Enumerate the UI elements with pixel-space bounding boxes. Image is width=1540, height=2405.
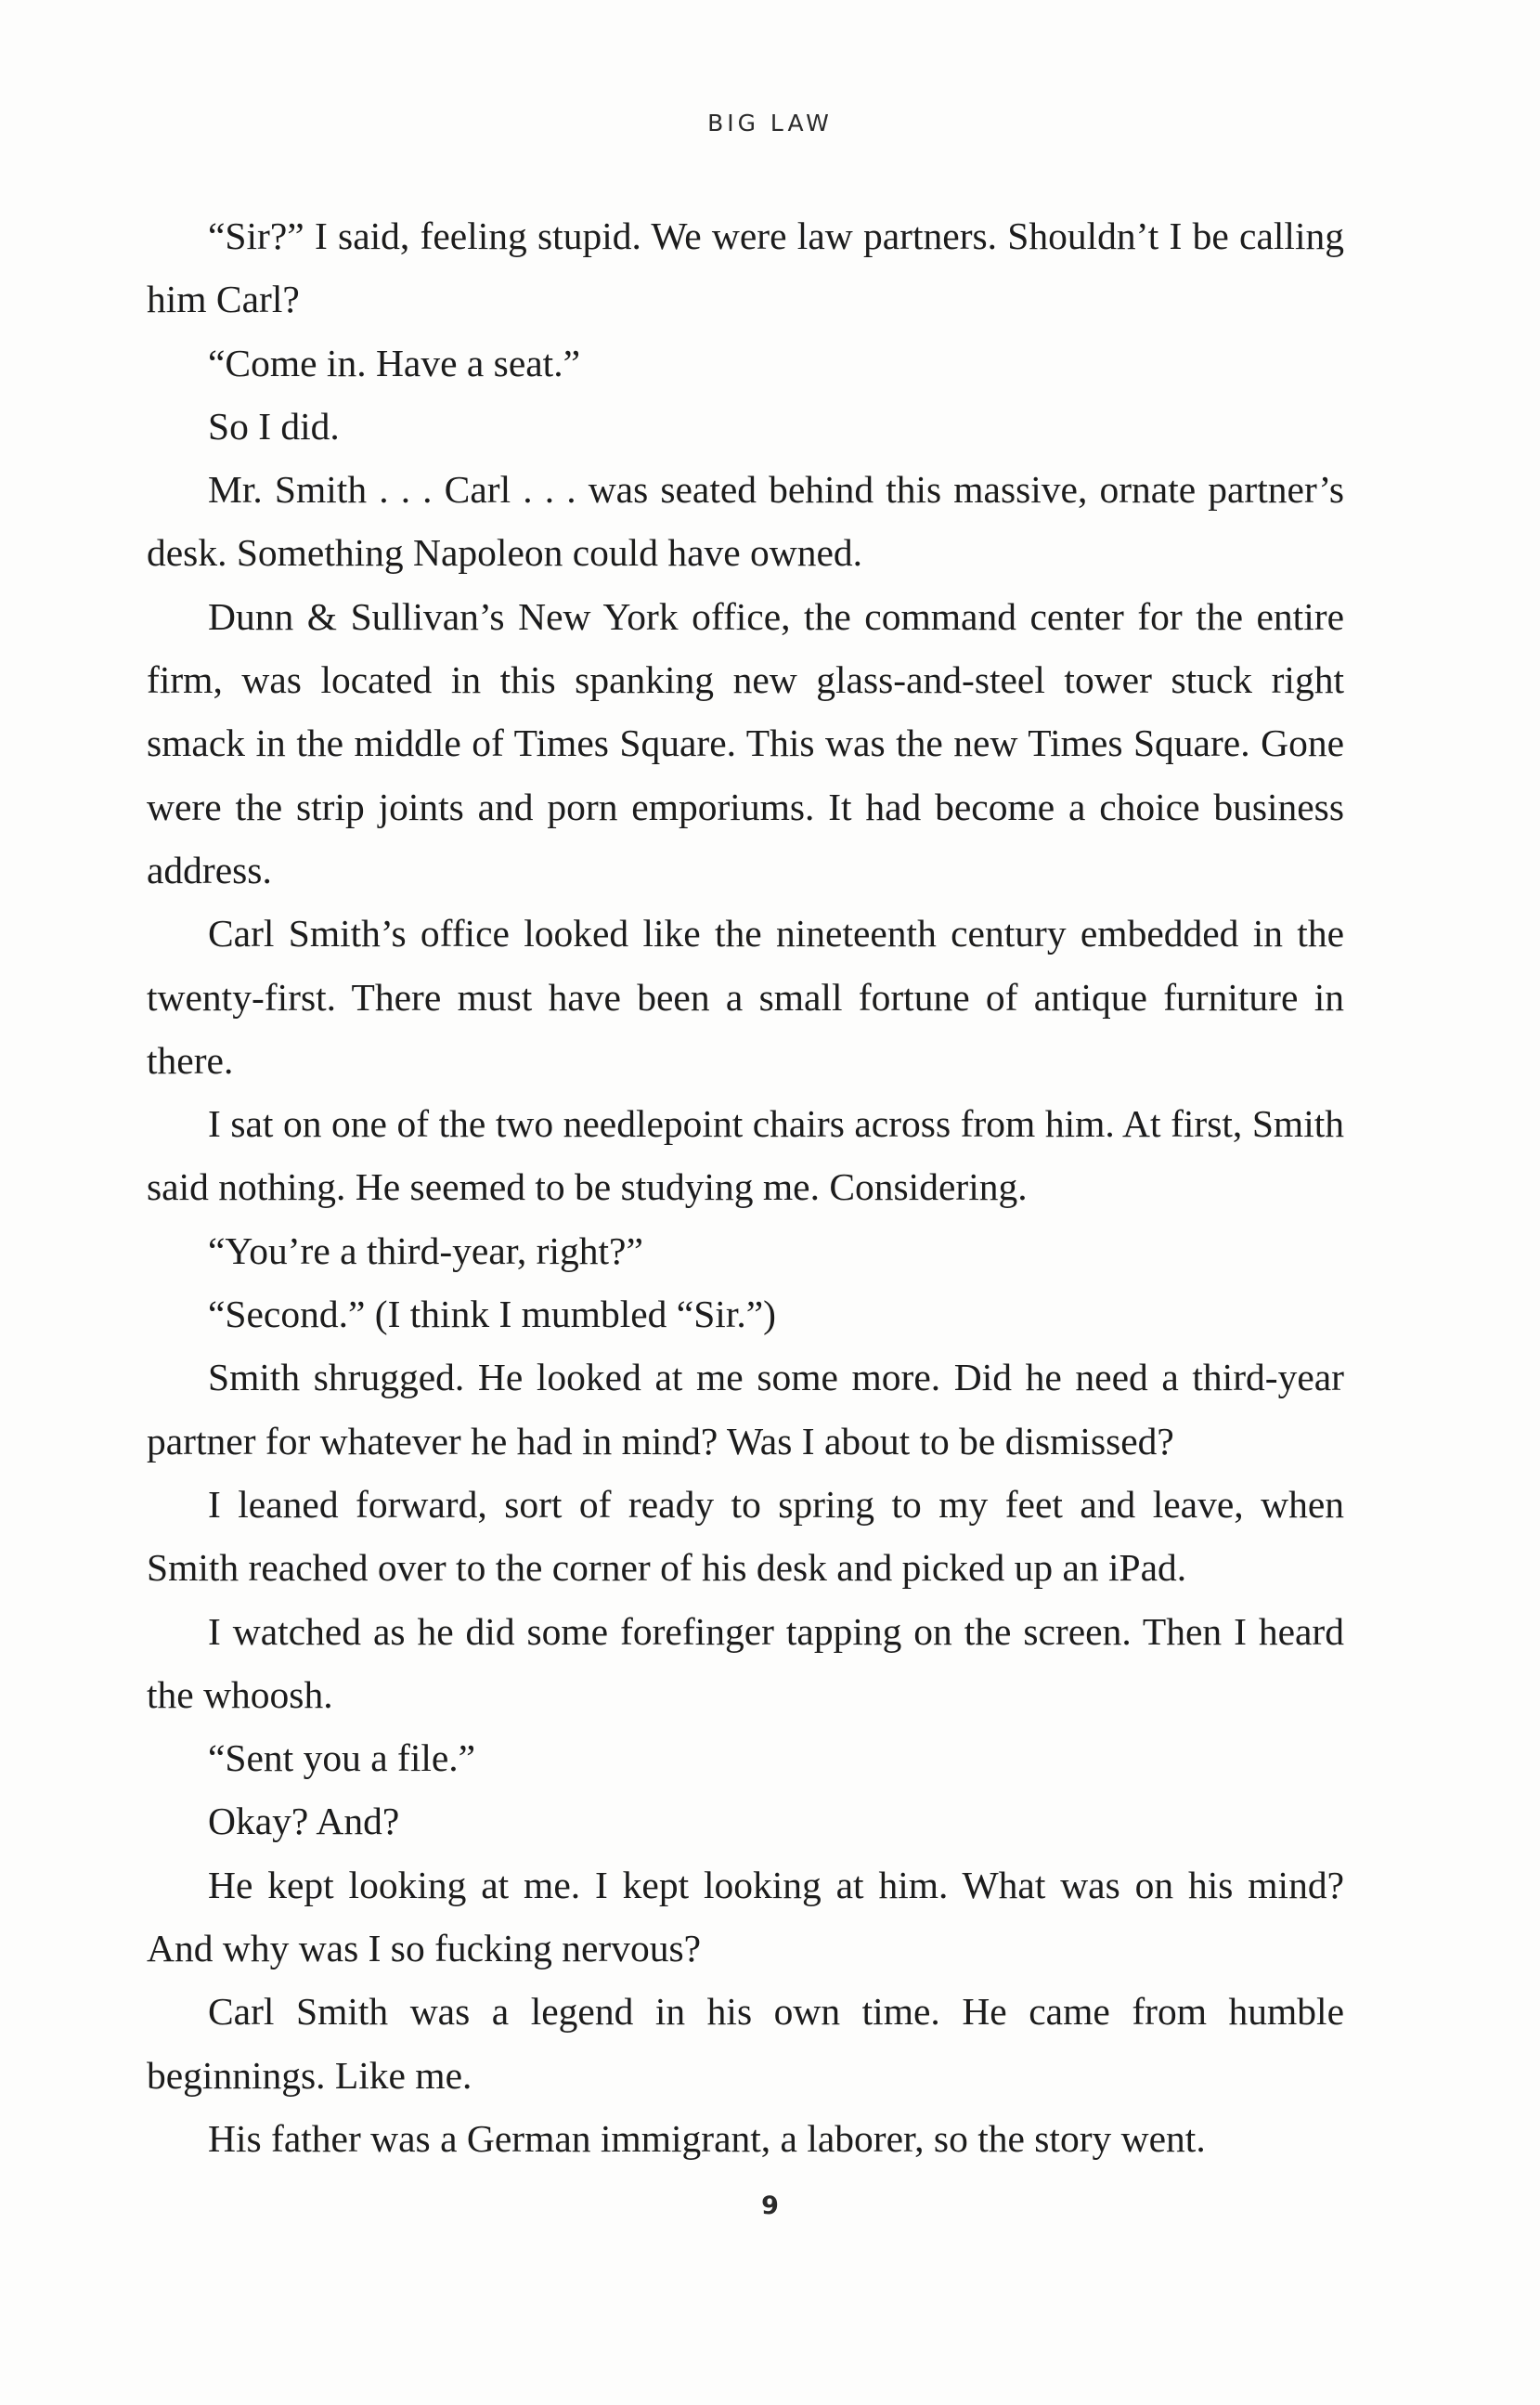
body-text (147, 204, 1344, 2170)
paragraph: Mr. Smith . . . Carl . . . was seated behind this massive, ornate partner’s desk. Something Napoleon could have owned. (147, 468, 1344, 575)
paragraph: “Sent you a file.” (208, 1736, 476, 1780)
paragraph: Carl Smith’s office looked like the nineteenth century embedded in the twenty-first. There must have been a small fortune of antique furniture in there. (147, 912, 1344, 1082)
paragraph: So I did. (208, 404, 340, 448)
running-head: BIG LAW (707, 110, 833, 136)
paragraph: I watched as he did some forefinger tapping on the screen. Then I heard the whoosh. (147, 1609, 1344, 1716)
paragraph: Okay? And? (208, 1800, 400, 1843)
paragraph: “Second.” (I think I mumbled “Sir.”) (208, 1293, 776, 1336)
paragraph: Dunn & Sullivan’s New York office, the command center for the entire firm, was located in this spanking new glass-and-steel tower stuck right smack in the middle of Times Square. This was the new Times Square. Gone were the strip joints and porn emporiums. It had become a choice business address. (147, 594, 1344, 891)
paragraph: I sat on one of the two needlepoint chairs across from him. At first, Smith said nothing. He seemed to be studying me. Considering. (147, 1102, 1344, 1209)
paragraph: Carl Smith was a legend in his own time. He came from humble beginnings. Like me. (147, 1990, 1344, 2097)
paragraph: “Come in. Have a seat.” (208, 341, 580, 384)
paragraph: His father was a German immigrant, a laborer, so the story went. (208, 2116, 1206, 2160)
page-number: 9 (761, 2191, 779, 2220)
paragraph: Smith shrugged. He looked at me some more. Did he need a third-year partner for whatever he had in mind? Was I about to be dismissed? (147, 1356, 1344, 1462)
paragraph: “Sir?” I said, feeling stupid. We were law partners. Shouldn’t I be calling him Carl? (147, 214, 1344, 321)
paragraph: “You’re a third-year, right?” (208, 1228, 643, 1272)
paragraph: I leaned forward, sort of ready to spring to my feet and leave, when Smith reached over to the corner of his desk and picked up an iPad. (147, 1482, 1344, 1590)
paragraph: He kept looking at me. I kept looking at him. What was on his mind? And why was I so fucking nervous? (147, 1863, 1344, 1970)
